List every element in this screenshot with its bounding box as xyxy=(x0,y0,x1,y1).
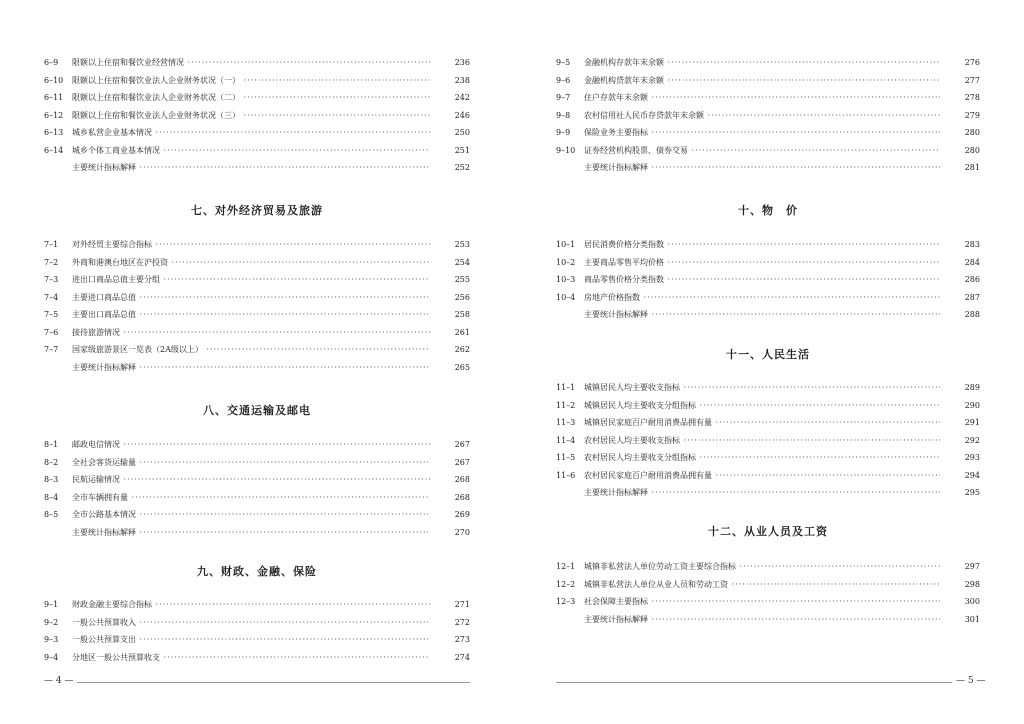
toc-entry-notes xyxy=(556,306,980,324)
page-number-footer: — 4 — xyxy=(44,676,77,686)
toc-entry-title: 财政金融主要综合指标 ····· xyxy=(72,596,430,614)
toc-entry-title: 住户存款年末余额 ····· xyxy=(584,89,940,107)
toc-entry-title: 全市车辆拥有量 ····· xyxy=(72,489,430,507)
toc-entry-number: 8–4 xyxy=(44,492,59,502)
toc-entry-number: 12–3 xyxy=(556,597,576,606)
toc-entry xyxy=(556,449,980,467)
toc-entry-page: 270 xyxy=(448,524,470,542)
toc-entry-page: 277 xyxy=(958,72,980,90)
toc-entry-page: 262 xyxy=(448,341,470,359)
toc-entry-number: 7–1 xyxy=(44,240,59,249)
toc-entry-title: 主要商品零售平均价格 ····· xyxy=(584,254,940,272)
toc-entry-title: 一般公共预算支出 ····· xyxy=(72,631,430,649)
toc-entry-page: 268 xyxy=(448,471,470,489)
toc-entry-page: 254 xyxy=(448,254,470,272)
toc-entry xyxy=(556,432,980,450)
toc-entry xyxy=(44,631,470,649)
toc-entry xyxy=(556,397,980,415)
toc-entry xyxy=(44,471,470,489)
toc-entry-title: 限额以上住宿和餐饮业法人企业财务状况（一） ····· xyxy=(72,72,430,90)
toc-entry-page: 258 xyxy=(448,306,470,324)
toc-entry-number: 9–3 xyxy=(44,635,59,644)
toc-entry-number: 11–4 xyxy=(556,435,576,445)
toc-entry-number: 7–7 xyxy=(44,345,59,354)
toc-entry-title: 社会保障主要指标 ····· xyxy=(584,593,940,611)
toc-entry-title: 城镇居民人均主要收支指标 ····· xyxy=(584,379,940,397)
toc-entry-title: 对外经贸主要综合指标 ····· xyxy=(72,236,430,254)
toc-entry xyxy=(44,489,470,507)
toc-entry xyxy=(44,649,470,667)
toc-entry-number: 10–4 xyxy=(556,292,576,302)
toc-entry-title: 限额以上住宿和餐饮业法人企业财务状况（二） ····· xyxy=(72,89,430,107)
toc-entry xyxy=(556,271,980,289)
toc-entry-page: 279 xyxy=(958,107,980,125)
toc-entry-page: 291 xyxy=(958,414,980,432)
toc-entry-number: 10–1 xyxy=(556,240,576,249)
toc-entry-title: 保险业务主要指标 ····· xyxy=(584,124,940,142)
section-heading-7: 七、对外经济贸易及旅游 xyxy=(191,204,323,217)
toc-entry-page: 286 xyxy=(958,271,980,289)
section-heading-12: 十二、从业人员及工资 xyxy=(708,525,828,538)
section-heading-10: 十、物 价 xyxy=(738,204,798,217)
toc-entry-title: 民航运输情况 ····· xyxy=(72,471,430,489)
toc-entry-page: 290 xyxy=(958,397,980,415)
toc-entry xyxy=(556,54,980,72)
toc-entry-title: 主要出口商品总值 ····· xyxy=(72,306,430,324)
toc-entry-page: 242 xyxy=(448,89,470,107)
toc-entry xyxy=(556,289,980,307)
toc-entry-page: 287 xyxy=(958,289,980,307)
toc-entry-page: 236 xyxy=(448,54,470,72)
toc-entry-page: 265 xyxy=(448,359,470,377)
toc-entry-page: 280 xyxy=(958,142,980,160)
toc-entry xyxy=(44,124,470,142)
toc-entry-title: 国家级旅游景区一览表（2A级以上） ····· xyxy=(72,341,430,359)
toc-entry-page: 273 xyxy=(448,631,470,649)
right-page xyxy=(512,0,1024,724)
toc-entry xyxy=(44,107,470,125)
toc-entry xyxy=(44,306,470,324)
toc-entry-page: 278 xyxy=(958,89,980,107)
toc-entry-title: 城乡私营企业基本情况 ····· xyxy=(72,124,430,142)
toc-entry-number: 11–1 xyxy=(556,383,576,392)
toc-entry-page: 300 xyxy=(958,593,980,611)
toc-entry xyxy=(44,254,470,272)
toc-entry-title: 主要统计指标解释 ····· xyxy=(584,611,940,629)
toc-entry xyxy=(44,89,470,107)
toc-entry xyxy=(44,324,470,342)
toc-entry xyxy=(44,454,470,472)
toc-entry-title: 主要统计指标解释 ····· xyxy=(584,159,940,177)
toc-entry-page: 274 xyxy=(448,649,470,667)
toc-entry-page: 288 xyxy=(958,306,980,324)
toc-entry-title: 城镇非私营法人单位劳动工资主要综合指标 ····· xyxy=(584,558,940,576)
toc-entry-title: 城镇居民人均主要收支分组指标 ····· xyxy=(584,397,940,415)
toc-entry xyxy=(44,54,470,72)
toc-entry-title: 一般公共预算收入 ····· xyxy=(72,614,430,632)
toc-entry xyxy=(44,142,470,160)
toc-entry-title: 分地区一般公共预算收支 ····· xyxy=(72,649,430,667)
toc-entry-title: 城镇非私营法人单位从业人员和劳动工资 ····· xyxy=(584,576,940,594)
toc-entry-number: 7–4 xyxy=(44,292,59,302)
toc-entry-title: 居民消费价格分类指数 ····· xyxy=(584,236,940,254)
toc-entry-page: 283 xyxy=(958,236,980,254)
toc-entry-page: 256 xyxy=(448,289,470,307)
toc-entry-page: 276 xyxy=(958,54,980,72)
toc-entry-page: 298 xyxy=(958,576,980,594)
toc-entry xyxy=(44,271,470,289)
section-heading-11: 十一、人民生活 xyxy=(726,348,810,361)
toc-entry-number: 8–3 xyxy=(44,475,59,484)
toc-entry-number: 6–12 xyxy=(44,110,64,120)
footer-rule xyxy=(556,682,956,683)
toc-entry xyxy=(556,467,980,485)
toc-entry-number: 9–2 xyxy=(44,617,59,627)
toc-entry xyxy=(556,576,980,594)
toc-entry-title: 商品零售价格分类指数 ····· xyxy=(584,271,940,289)
toc-entry xyxy=(44,341,470,359)
toc-entry-number: 6–9 xyxy=(44,58,59,67)
toc-entry xyxy=(556,236,980,254)
toc-entry-page: 281 xyxy=(958,159,980,177)
toc-entry xyxy=(556,254,980,272)
toc-entry-title: 城乡个体工商业基本情况 ····· xyxy=(72,142,430,160)
toc-entry xyxy=(44,614,470,632)
toc-entry-title: 限额以上住宿和餐饮业经营情况 ····· xyxy=(72,54,430,72)
toc-entry-title: 主要统计指标解释 ····· xyxy=(72,359,430,377)
toc-entry xyxy=(556,124,980,142)
toc-entry-number: 10–3 xyxy=(556,275,576,284)
toc-entry-page: 238 xyxy=(448,72,470,90)
toc-entry-page: 261 xyxy=(448,324,470,342)
toc-entry-title: 主要统计指标解释 ····· xyxy=(584,306,940,324)
toc-entry-number: 9–8 xyxy=(556,110,571,120)
toc-entry-title: 外商和港澳台地区在沪投资 ····· xyxy=(72,254,430,272)
toc-entry-title: 主要进口商品总值 ····· xyxy=(72,289,430,307)
footer-rule xyxy=(60,682,470,683)
toc-entry xyxy=(556,414,980,432)
toc-entry-page: 292 xyxy=(958,432,980,450)
toc-entry-title: 房地产价格指数 ····· xyxy=(584,289,940,307)
toc-entry-number: 6–10 xyxy=(44,75,64,85)
toc-entry-number: 7–2 xyxy=(44,257,59,267)
toc-entry-number: 7–6 xyxy=(44,327,59,337)
section-heading-8: 八、交通运输及邮电 xyxy=(203,404,311,417)
toc-entry-number: 6–14 xyxy=(44,145,64,155)
toc-entry-page: 251 xyxy=(448,142,470,160)
toc-entry-number: 11–2 xyxy=(556,400,576,410)
toc-entry-page: 271 xyxy=(448,596,470,614)
toc-entry-number: 12–2 xyxy=(556,579,576,589)
toc-entry-page: 293 xyxy=(958,449,980,467)
toc-entry-notes xyxy=(44,524,470,542)
toc-entry-notes xyxy=(556,611,980,629)
toc-entry-page: 255 xyxy=(448,271,470,289)
toc-entry xyxy=(44,506,470,524)
toc-entry-number: 10–2 xyxy=(556,257,576,267)
toc-entry-title: 农村居民人均主要收支分组指标 ····· xyxy=(584,449,940,467)
toc-entry xyxy=(556,379,980,397)
toc-entry-page: 289 xyxy=(958,379,980,397)
toc-entry xyxy=(44,289,470,307)
toc-entry-notes xyxy=(556,484,980,502)
toc-entry-number: 9–9 xyxy=(556,128,571,137)
toc-entry-notes xyxy=(556,159,980,177)
toc-entry xyxy=(44,72,470,90)
toc-entry-title: 农村居民人均主要收支指标 ····· xyxy=(584,432,940,450)
toc-entry-title: 农村居民家庭百户耐用消费品拥有量 ····· xyxy=(584,467,940,485)
toc-entry-number: 11–3 xyxy=(556,418,576,427)
toc-entry xyxy=(556,558,980,576)
toc-entry-number: 6–13 xyxy=(44,128,64,137)
toc-entry-title: 接待旅游情况 ····· xyxy=(72,324,430,342)
toc-entry-page: 267 xyxy=(448,454,470,472)
toc-entry xyxy=(44,596,470,614)
toc-entry-page: 295 xyxy=(958,484,980,502)
toc-entry-title: 主要统计指标解释 ····· xyxy=(72,524,430,542)
toc-entry-page: 250 xyxy=(448,124,470,142)
toc-entry-number: 12–1 xyxy=(556,562,576,571)
toc-entry-page: 268 xyxy=(448,489,470,507)
page-number-footer: — 5 — xyxy=(952,676,985,686)
toc-entry-title: 邮政电信情况 ····· xyxy=(72,436,430,454)
toc-entry-page: 280 xyxy=(958,124,980,142)
toc-entry-title: 全社会客货运输量 ····· xyxy=(72,454,430,472)
toc-entry-number: 11–6 xyxy=(556,470,576,480)
toc-entry-title: 农村信用社人民币存贷款年末余额 ····· xyxy=(584,107,940,125)
toc-entry-page: 297 xyxy=(958,558,980,576)
toc-entry-title: 金融机构贷款年末余额 ····· xyxy=(584,72,940,90)
toc-entry-number: 9–1 xyxy=(44,600,59,609)
toc-entry-page: 301 xyxy=(958,611,980,629)
toc-entry-number: 8–2 xyxy=(44,457,59,467)
toc-entry-title: 限额以上住宿和餐饮业法人企业财务状况（三） ····· xyxy=(72,107,430,125)
toc-entry-page: 284 xyxy=(958,254,980,272)
toc-entry-title: 主要统计指标解释 ····· xyxy=(584,484,940,502)
toc-entry-number: 9–6 xyxy=(556,75,571,85)
toc-entry xyxy=(556,107,980,125)
section-heading-9: 九、财政、金融、保险 xyxy=(197,565,317,578)
toc-entry-number: 9–5 xyxy=(556,58,571,67)
toc-entry-title: 主要统计指标解释 ····· xyxy=(72,159,430,177)
toc-entry-page: 269 xyxy=(448,506,470,524)
toc-entry-page: 294 xyxy=(958,467,980,485)
toc-entry-page: 267 xyxy=(448,436,470,454)
toc-entry-title: 城镇居民家庭百户耐用消费品拥有量 ····· xyxy=(584,414,940,432)
toc-entry-number: 7–3 xyxy=(44,275,59,284)
toc-entry xyxy=(556,89,980,107)
toc-entry-page: 246 xyxy=(448,107,470,125)
toc-entry-number: 9–4 xyxy=(44,652,59,662)
toc-entry-number: 9–10 xyxy=(556,145,576,155)
toc-entry-title: 全市公路基本情况 ····· xyxy=(72,506,430,524)
toc-entry xyxy=(556,142,980,160)
toc-entry-page: 253 xyxy=(448,236,470,254)
toc-entry-number: 6–11 xyxy=(44,93,64,102)
toc-entry-notes xyxy=(44,359,470,377)
toc-entry-number: 11–5 xyxy=(556,453,576,462)
toc-entry xyxy=(44,436,470,454)
toc-entry xyxy=(44,236,470,254)
toc-entry-page: 272 xyxy=(448,614,470,632)
toc-entry-number: 8–5 xyxy=(44,510,59,519)
toc-entry-title: 进出口商品总值主要分组 ····· xyxy=(72,271,430,289)
toc-entry-number: 9–7 xyxy=(556,93,571,102)
toc-entry-number: 7–5 xyxy=(44,310,59,319)
toc-entry-title: 证券经营机构股票、债券交易 ····· xyxy=(584,142,940,160)
toc-entry xyxy=(556,72,980,90)
toc-entry-number: 8–1 xyxy=(44,440,59,449)
toc-entry-page: 252 xyxy=(448,159,470,177)
toc-entry-notes xyxy=(44,159,470,177)
toc-entry-title: 金融机构存款年末余额 ····· xyxy=(584,54,940,72)
toc-entry xyxy=(556,593,980,611)
